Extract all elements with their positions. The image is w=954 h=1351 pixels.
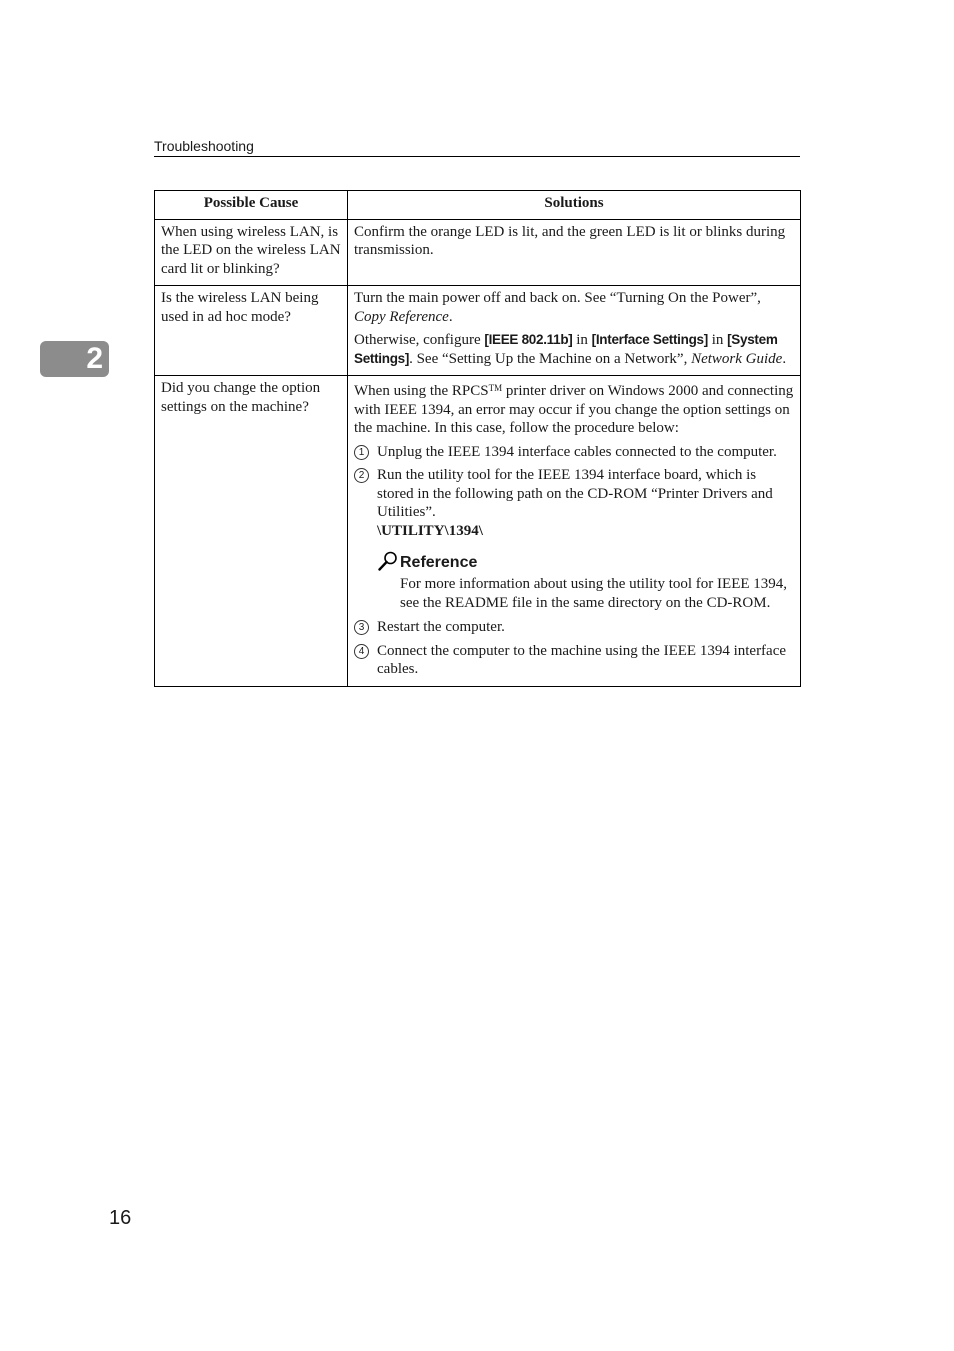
solution-text: . See “Setting Up the Machine on a Network”,	[409, 350, 692, 367]
procedure-step	[354, 466, 794, 540]
magnifier-icon	[377, 550, 399, 572]
cdrom-path: \UTILITY\1394\	[377, 522, 483, 539]
table-header-row	[155, 191, 801, 220]
solution-intro	[354, 379, 794, 438]
manual-reference: Copy Reference	[354, 308, 449, 325]
step-text: Connect the computer to the machine using the IEEE 1394 interface cables.	[377, 642, 787, 677]
running-header	[154, 138, 800, 157]
ui-key-label: [Interface Settings]	[591, 332, 708, 347]
procedure-step	[354, 443, 794, 462]
table-row	[155, 219, 801, 286]
step-number: 4	[354, 644, 369, 659]
solution-text: in	[707, 332, 728, 348]
cause-cell: When using wireless LAN, is the LED on the wireless LAN card lit or blinking?	[155, 219, 348, 286]
solution-text: in	[572, 332, 592, 348]
procedure-step	[354, 642, 794, 679]
solution-paragraph	[354, 289, 794, 326]
solution-cell	[348, 286, 801, 376]
trademark-mark: TM	[488, 383, 503, 393]
step-number: 1	[354, 445, 369, 460]
reference-text: For more information about using the utility tool for IEEE 1394, see the README file in the same directory on the CD-ROM.	[400, 576, 788, 611]
table-row	[155, 376, 801, 687]
solution-cell	[348, 219, 801, 286]
cause-cell: Did you change the option settings on the machine?	[155, 376, 348, 687]
step-number: 2	[354, 468, 369, 483]
ui-key-label: [IEEE 802.11b]	[484, 332, 573, 347]
header-title: Troubleshooting	[154, 138, 254, 154]
reference-title: Reference	[400, 553, 478, 571]
step-text: Restart the computer.	[377, 619, 505, 635]
procedure-step	[354, 618, 794, 637]
chapter-number: 2	[86, 342, 103, 375]
solution-cell	[348, 376, 801, 687]
cause-cell: Is the wireless LAN being used in ad hoc mode?	[155, 286, 348, 376]
header-solutions: Solutions	[348, 191, 801, 220]
manual-reference: Network Guide	[691, 350, 783, 367]
troubleshooting-table	[154, 190, 801, 687]
header-possible-cause: Possible Cause	[155, 191, 348, 220]
solution-text: When using the RPCS	[354, 383, 489, 399]
reference-note	[377, 550, 794, 612]
solution-paragraph	[354, 331, 794, 368]
table-row	[155, 286, 801, 376]
step-number: 3	[354, 620, 369, 635]
chapter-tab	[40, 341, 109, 377]
step-text: Run the utility tool for the IEEE 1394 interface board, which is stored in the following path on the CD-ROM “Printer Drivers and Utilities”.	[377, 467, 773, 520]
solution-text: Otherwise, configure	[354, 332, 485, 348]
solution-text: Turn the main power off and back on. See “Turning On the Power”,	[354, 290, 761, 306]
step-text: Unplug the IEEE 1394 interface cables connected to the computer.	[377, 443, 777, 460]
solution-text: Confirm the orange LED is lit, and the green LED is lit or blinks during transmission.	[354, 223, 786, 258]
solution-text: .	[782, 350, 787, 367]
solution-text: printer driver on Windows 2000 and connecting with IEEE 1394, an error may occur if you change the option settings on the machine. In this case, follow the procedure below:	[354, 383, 794, 436]
ui-key-label: [System Settings]	[354, 332, 778, 366]
page-number: 16	[109, 1207, 132, 1229]
solution-text: .	[448, 308, 453, 325]
